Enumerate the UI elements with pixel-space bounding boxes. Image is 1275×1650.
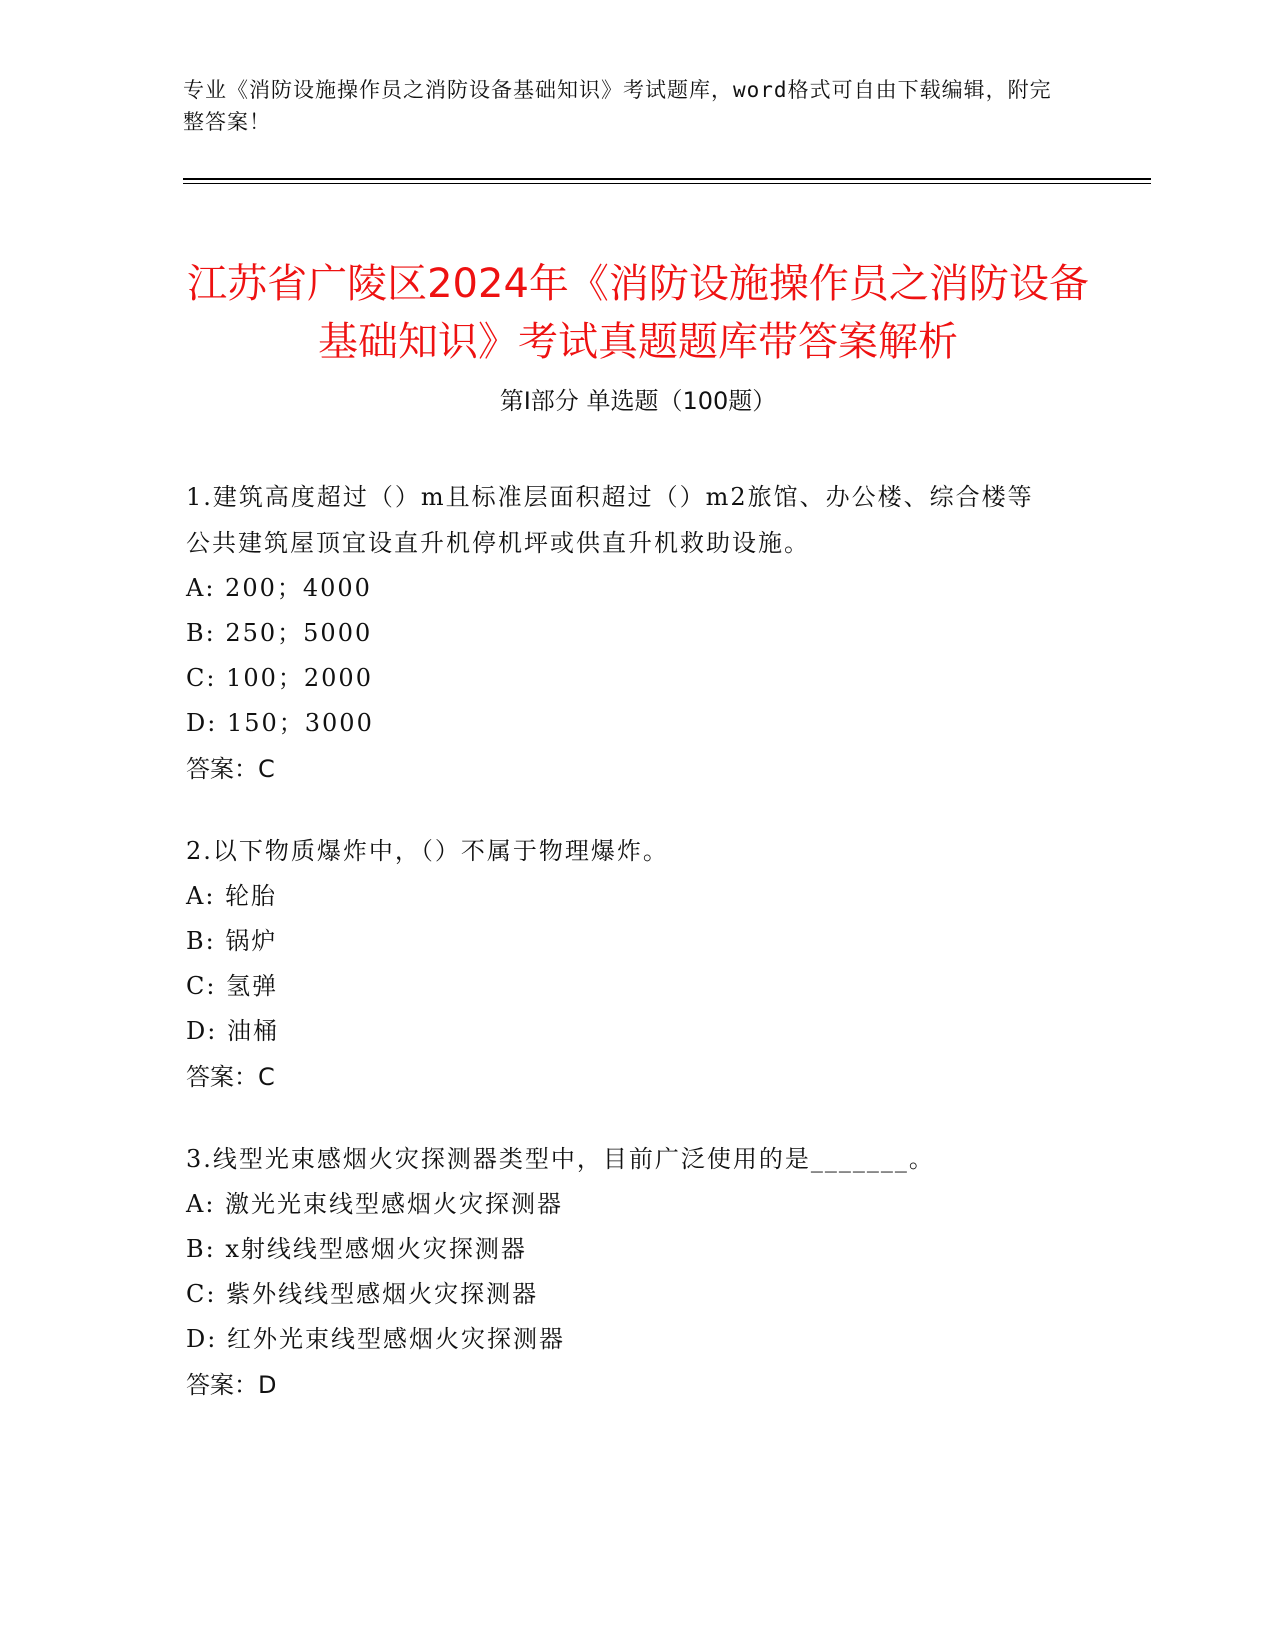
option-c: C: 氢弹 <box>186 972 279 1000</box>
header-divider <box>183 178 1151 180</box>
question-list <box>186 474 1056 1444</box>
header-note: 专业《消防设施操作员之消防设备基础知识》考试题库，word格式可自由下载编辑，附完整答案！ <box>183 78 1052 134</box>
question-2 <box>186 828 1056 1100</box>
option-a: A: 200；4000 <box>186 574 372 602</box>
answer: 答案：C <box>186 755 275 783</box>
option-a: A: 轮胎 <box>186 882 278 910</box>
section-heading: 第Ⅰ部分 单选题（100题） <box>499 387 777 415</box>
header-divider-thin <box>183 183 1151 184</box>
option-b: B: 250；5000 <box>186 619 373 647</box>
option-d: D: 红外光束线型感烟火灾探测器 <box>186 1325 565 1353</box>
answer: 答案：D <box>186 1371 277 1399</box>
option-d: D: 150；3000 <box>186 709 374 737</box>
option-c: C: 100；2000 <box>186 664 373 692</box>
option-d: D: 油桶 <box>186 1017 279 1045</box>
question-3 <box>186 1136 1056 1408</box>
question-text: 3.线型光束感烟火灾探测器类型中，目前广泛使用的是_______。 <box>186 1145 935 1173</box>
answer: 答案：C <box>186 1063 275 1091</box>
question-1 <box>186 474 1056 792</box>
question-text: 1.建筑高度超过（）m且标准层面积超过（）m2旅馆、办公楼、综合楼等公共建筑屋顶宜设直升机停机坪或供直升机救助设施。 <box>186 483 1034 557</box>
option-a: A: 激光光束线型感烟火灾探测器 <box>186 1190 564 1218</box>
option-b: B: x射线线型感烟火灾探测器 <box>186 1235 527 1263</box>
document-title: 江苏省广陵区2024年《消防设施操作员之消防设备基础知识》考试真题题库带答案解析 <box>187 260 1089 365</box>
question-text: 2.以下物质爆炸中，（）不属于物理爆炸。 <box>186 837 669 865</box>
option-b: B: 锅炉 <box>186 927 278 955</box>
option-c: C: 紫外线线型感烟火灾探测器 <box>186 1280 539 1308</box>
